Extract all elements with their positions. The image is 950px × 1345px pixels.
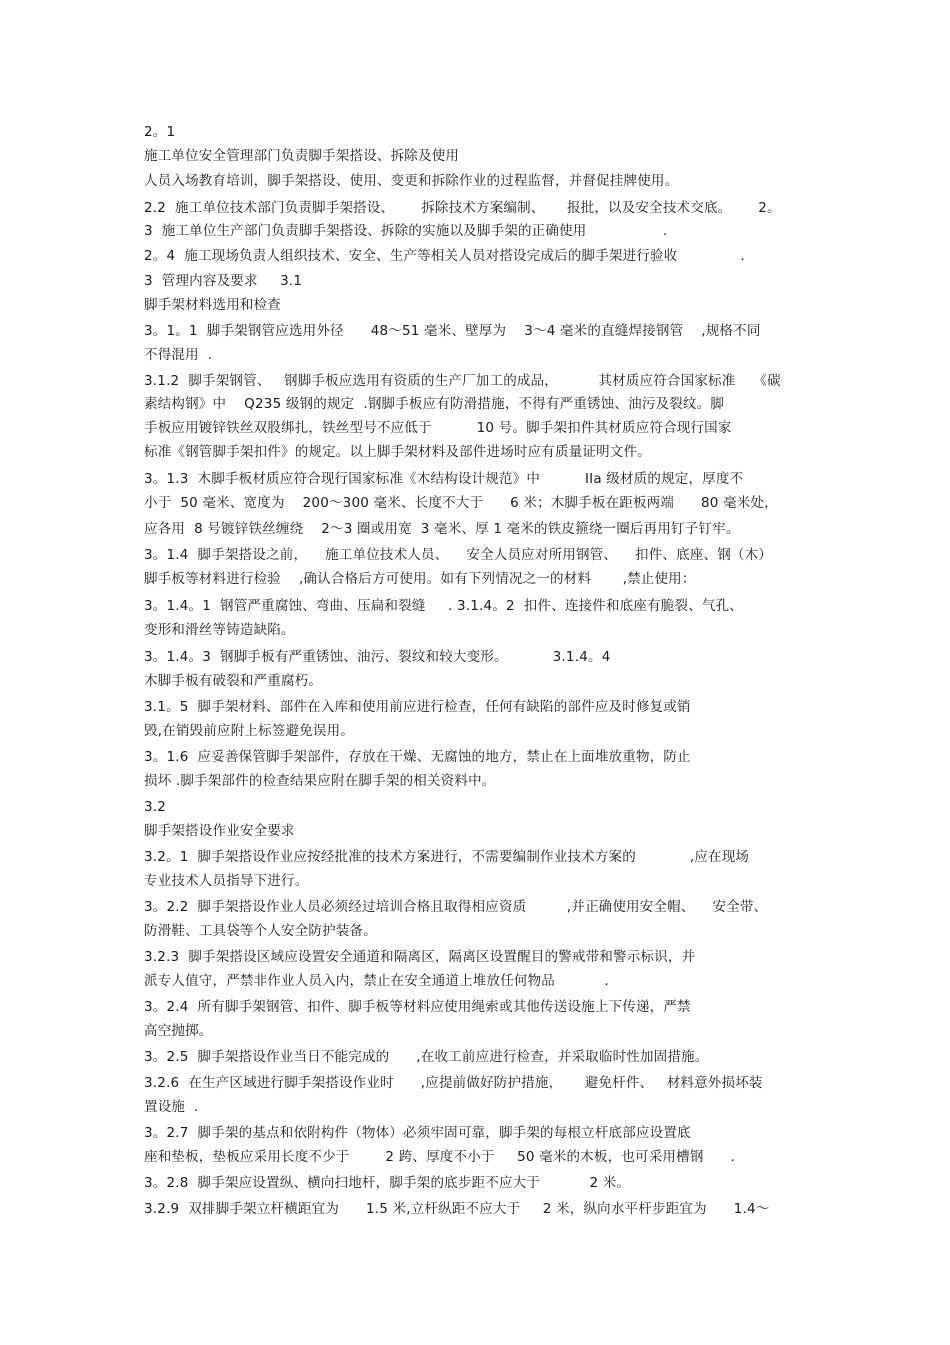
text-line: 3。2.8 脚手架应设置纵、横向扫地杆，脚手架的底步距不应大于 2 米。	[144, 1175, 631, 1191]
text-line: 3.2.3 脚手架搭设区域应设置安全通道和隔离区，隔离区设置醒目的警戒带和警示标识，并	[144, 949, 696, 965]
text-line: 3.1。5 脚手架材料、部件在入库和使用前应进行检查，任何有缺陷的部件应及时修复或销	[144, 699, 691, 715]
text-line: 3.2.6 在生产区域进行脚手架搭设作业时 ,应提前做好防护措施， 避免杆件、 材料意外损坏装	[144, 1075, 763, 1091]
text-line: 派专人值守，严禁非作业人员入内，禁止在安全通道上堆放任何物品 .	[144, 973, 609, 989]
section-number: 2。1	[144, 124, 176, 140]
text-line: 损坏 .脚手架部件的检查结果应附在脚手架的相关资料中。	[144, 773, 496, 789]
text-line: 座和垫板，垫板应采用长度不少于 2 跨、厚度不小于 50 毫米的木板，也可采用槽钢 .	[144, 1149, 735, 1165]
text-line: 3 施工单位生产部门负责脚手架搭设、拆除的实施以及脚手架的正确使用 .	[144, 223, 668, 239]
text-line: 3。2.7 脚手架的基点和依附构件（物体）必须牢固可靠，脚手架的每根立杆底部应设置底	[144, 1125, 691, 1141]
text-line: 3.1.2 脚手架钢管、 钢脚手板应选用有资质的生产厂加工的成品， 其材质应符合国家标准 《碳	[144, 373, 781, 389]
text-line: 脚手板等材料进行检验 ,确认合格后方可使用。如有下列情况之一的材料 ,禁止使用：	[144, 571, 696, 587]
text-line: 置设施 .	[144, 1099, 199, 1115]
text-line: 防滑鞋、工具袋等个人安全防护装备。	[144, 923, 377, 939]
text-line: 小于 50 毫米、宽度为 200～300 毫米、长度不大于 6 米；木脚手板在距板两端 80 毫米处，	[144, 495, 778, 511]
text-line: 3。1.4。3 钢脚手板有严重锈蚀、油污、裂纹和较大变形。 3.1.4。4	[144, 649, 611, 665]
text-line: 木脚手板有破裂和严重腐朽。	[144, 673, 323, 689]
text-line: 应各用 8 号镀锌铁丝缠绕 2～3 圈或用宽 3 毫米、厚 1 毫米的铁皮箍绕一圈后再用钉子钉牢。	[144, 521, 740, 537]
heading: 脚手架搭设作业安全要求	[144, 823, 295, 839]
text-line: 变形和滑丝等铸造缺陷。	[144, 622, 295, 638]
text-line: 3。2.5 脚手架搭设作业当日不能完成的 ,在收工前应进行检查，并采取临时性加固措施。	[144, 1049, 709, 1065]
text-line: 3.2。1 脚手架搭设作业应按经批准的技术方案进行，不需要编制作业技术方案的 ,应在现场	[144, 849, 750, 865]
text-line: 3。2.2 脚手架搭设作业人员必须经过培训合格且取得相应资质 ,并正确使用安全帽、 安全带、	[144, 899, 768, 915]
text-line: 3。1.4。1 钢管严重腐蚀、弯曲、压扁和裂缝 . 3.1.4。2 扣件、连接件和底座有脆裂、气孔、	[144, 598, 743, 614]
heading: 3 管理内容及要求 3.1	[144, 273, 303, 289]
heading: 脚手架材料选用和检查	[144, 297, 281, 313]
text-line: 手板应用镀锌铁丝双股绑扎，铁丝型号不应低于 10 号。脚手架扣件其材质应符合现行国家	[144, 420, 732, 436]
text-line: 2.2 施工单位技术部门负责脚手架搭设、 拆除技术方案编制、 报批，以及安全技术交底。 2。	[144, 200, 781, 216]
text-line: 3.2.9 双排脚手架立杆横距宜为 1.5 米,立杆纵距不应大于 2 米，纵向水平杆步距宜为 1.4～	[144, 1201, 770, 1217]
text-line: 2。4 施工现场负责人组织技术、安全、生产等相关人员对搭设完成后的脚手架进行验收 .	[144, 248, 745, 264]
text-line: 3。1.3 木脚手板材质应符合现行国家标准《木结构设计规范》中 IIa 级材质的规定，厚度不	[144, 471, 744, 487]
section-number: 3.2	[144, 799, 167, 815]
text-line: 3。1.6 应妥善保管脚手架部件，存放在干燥、无腐蚀的地方，禁止在上面堆放重物，防止	[144, 749, 691, 765]
text-line: 素结构钢》中 Q235 级钢的规定 .钢脚手板应有防滑措施，不得有严重锈蚀、油污及裂纹。脚	[144, 396, 725, 412]
text-line: 3。1。1 脚手架钢管应选用外径 48～51 毫米、壁厚为 3～4 毫米的直缝焊接钢管 ,规格不同	[144, 323, 761, 339]
text-line: 高空抛掷。	[144, 1023, 213, 1039]
text-line: 人员入场教育培训，脚手架搭设、使用、变更和拆除作业的过程监督，并督促挂牌使用。	[144, 173, 679, 189]
text-line: 毁,在销毁前应附上标签避免误用。	[144, 723, 354, 739]
text-line: 施工单位安全管理部门负责脚手架搭设、拆除及使用	[144, 148, 460, 164]
text-line: 标准《钢管脚手架扣件》的规定。以上脚手架材料及部件进场时应有质量证明文件。	[144, 444, 651, 460]
text-line: 3。1.4 脚手架搭设之前， 施工单位技术人员、 安全人员应对所用钢管、 扣件、底座、钢（木）	[144, 547, 773, 563]
text-line: 不得混用 .	[144, 347, 213, 363]
text-line: 专业技术人员指导下进行。	[144, 873, 309, 889]
text-line: 3。2.4 所有脚手架钢管、扣件、脚手板等材料应使用绳索或其他传送设施上下传递，严禁	[144, 999, 691, 1015]
